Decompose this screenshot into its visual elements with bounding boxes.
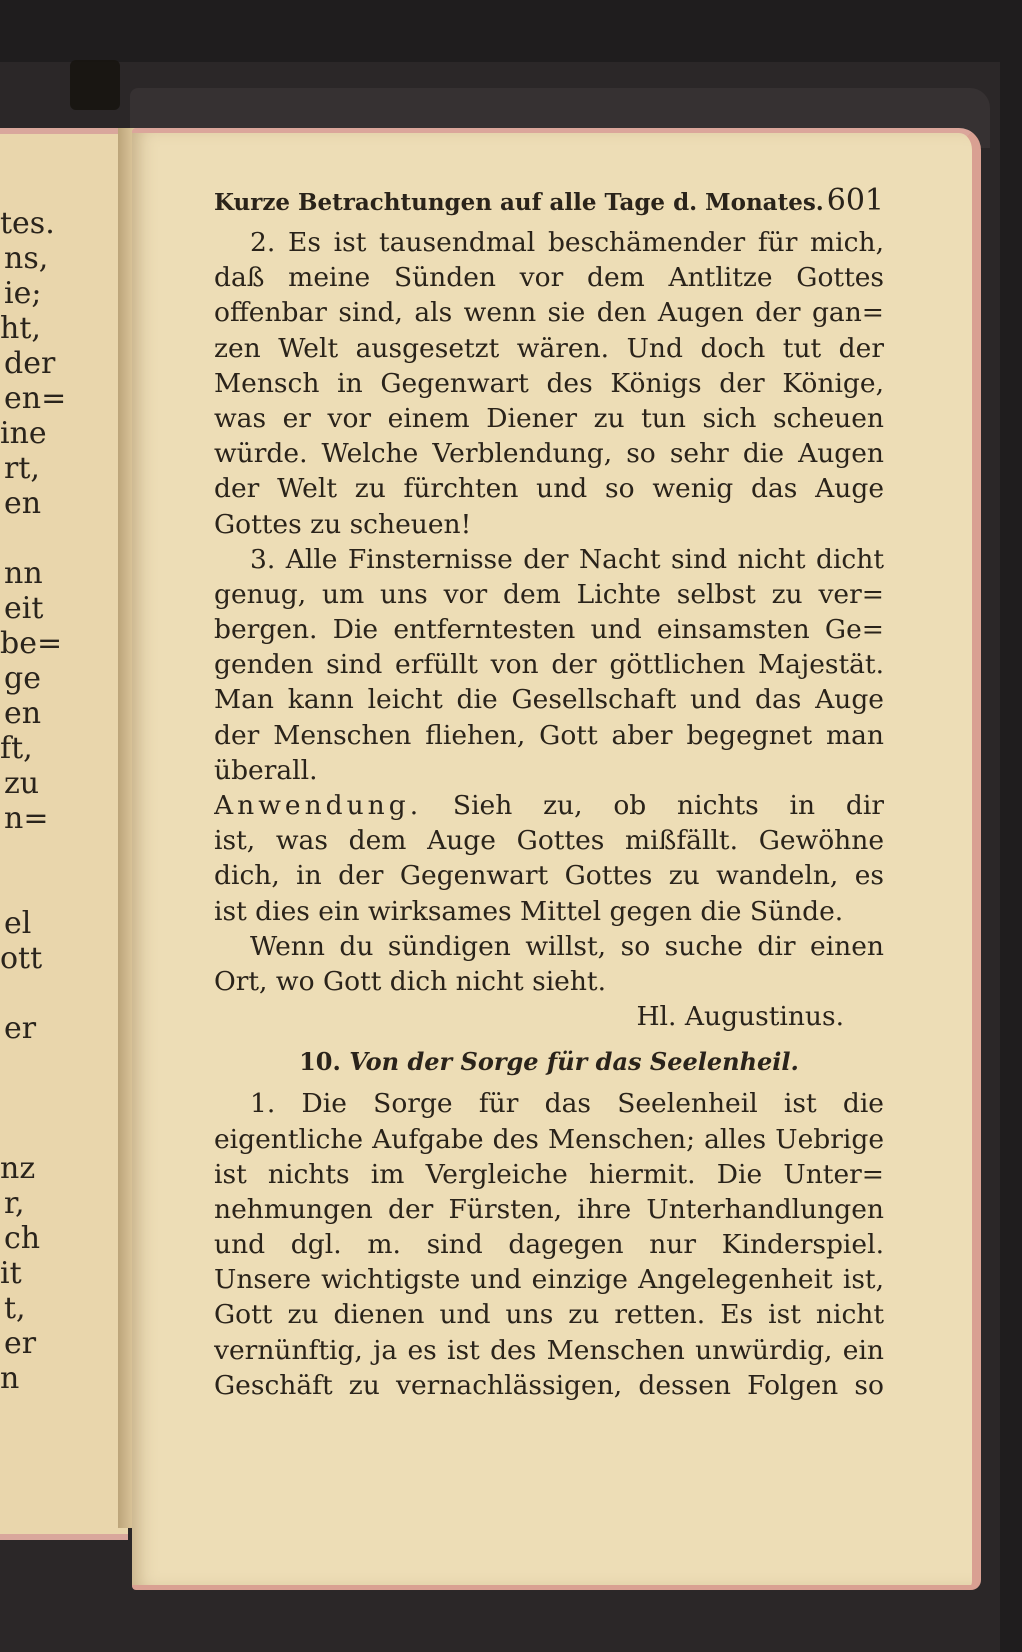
left-page-fragment: en — [4, 486, 42, 521]
text-line: würde. Welche Verblendung, so sehr die Augen — [214, 438, 884, 470]
text-line: zen Welt ausgesetzt wären. Und doch tut der — [214, 332, 884, 364]
left-page-fragment: el — [4, 906, 32, 941]
application-first-line-text: Sieh zu, ob nichts in dir — [452, 790, 884, 821]
left-page-fragment: ch — [4, 1221, 41, 1256]
text-line: und dgl. m. sind dagegen nur Kinderspiel. — [214, 1229, 884, 1261]
text-line: Gott zu dienen und uns zu retten. Es ist nicht — [214, 1299, 884, 1331]
text-line: dich, in der Gegenwart Gottes zu wandeln, es — [214, 860, 884, 892]
left-page-fragment: it — [0, 1256, 22, 1291]
section-number: 10. — [299, 1047, 341, 1077]
left-page-fragment: der — [4, 346, 56, 381]
running-head-title: Kurze Betrachtungen auf alle Tage d. Monates. — [214, 189, 824, 216]
left-page-fragment: er — [4, 1011, 37, 1046]
left-page-fragment: nn — [4, 556, 43, 591]
application-first-line — [214, 788, 884, 823]
left-page-fragment: rt, — [4, 451, 40, 486]
left-page-fragment: tes. — [0, 206, 55, 241]
application-paragraph — [214, 823, 884, 999]
bookmark-ribbon — [70, 60, 120, 110]
text-line: ist, was dem Auge Gottes mißfällt. Gewöhne — [214, 825, 884, 857]
left-page-fragment: ge — [4, 661, 41, 696]
text-line: Unsere wichtigste und einzige Angelegenheit ist, — [214, 1264, 884, 1296]
text-line: genden sind erfüllt von der göttlichen Majestät. — [214, 649, 884, 681]
text-line: ist nichts im Vergleiche hiermit. Die Unter= — [214, 1158, 884, 1190]
left-page-fragment: ft, — [0, 731, 33, 766]
section-paragraph — [214, 1086, 884, 1403]
text-line: der Menschen fliehen, Gott aber begegnet man — [214, 719, 884, 751]
application-label: Anwendung. — [214, 790, 423, 821]
text-line: was er vor einem Diener zu tun sich scheuen — [214, 402, 884, 434]
meditation-paragraphs — [214, 225, 884, 788]
left-page-fragment: ine — [0, 416, 47, 451]
left-page-fragment: ns, — [4, 241, 49, 276]
text-line: überall. — [214, 754, 318, 786]
left-page-fragment: ott — [0, 941, 43, 976]
text-line: der Welt zu fürchten und so wenig das Auge — [214, 473, 884, 505]
section-title-text: Von der Sorge für das Seelenheil. — [349, 1047, 799, 1077]
text-line: vernünftig, ja es ist des Menschen unwürdig, ein — [214, 1334, 884, 1366]
left-page-fragment: t, — [4, 1291, 26, 1326]
text-line: 3. Alle Finsternisse der Nacht sind nicht dicht — [250, 543, 884, 575]
section-heading — [214, 1034, 884, 1086]
text-line: 1. Die Sorge für das Seelenheil ist die — [250, 1088, 884, 1120]
text-line: Wenn du sündigen willst, so suche dir einen — [250, 930, 884, 962]
left-page-fragment: be= — [0, 626, 63, 661]
text-line: Man kann leicht die Gesellschaft und das Auge — [214, 684, 884, 716]
text-line: Ort, wo Gott dich nicht sieht. — [214, 965, 606, 997]
text-line: daß meine Sünden vor dem Antlitze Gottes — [214, 262, 884, 294]
text-line: bergen. Die entferntesten und einsamsten Ge= — [214, 614, 884, 646]
text-line: Mensch in Gegenwart des Königs der Könige, — [214, 367, 884, 399]
page-number: 601 — [826, 183, 884, 218]
left-page-fragment: eit — [4, 591, 44, 626]
left-page-fragment: ie; — [4, 276, 42, 311]
text-line: Geschäft zu vernachlässigen, dessen Folgen so — [214, 1369, 884, 1401]
text-line: ist dies ein wirksames Mittel gegen die Sünde. — [214, 895, 844, 927]
right-page — [132, 128, 981, 1590]
left-page-fragment: ht, — [0, 311, 41, 346]
attribution: Hl. Augustinus. — [636, 1001, 844, 1033]
text-line: offenbar sind, als wenn sie den Augen der gan= — [214, 297, 884, 329]
left-page-fragment: n= — [4, 801, 49, 836]
running-header — [214, 183, 884, 225]
text-line: genug, um uns vor dem Lichte selbst zu ver= — [214, 578, 884, 610]
page-text-block — [214, 183, 884, 1403]
left-page-fragment: nz — [0, 1151, 36, 1186]
text-line: eigentliche Aufgabe des Menschen; alles Uebrige — [214, 1123, 884, 1155]
left-page-fragment: zu — [4, 766, 40, 801]
left-page-fragment: en — [4, 696, 42, 731]
left-page-fragment: er — [4, 1326, 37, 1361]
left-page-fragment: n — [0, 1361, 20, 1396]
left-page-fragment: en= — [4, 381, 67, 416]
text-line: 2. Es ist tausendmal beschämender für mich, — [250, 227, 884, 258]
left-page-fragment: r, — [4, 1186, 25, 1221]
left-page — [0, 128, 128, 1540]
text-line: Gottes zu scheuen! — [214, 508, 472, 540]
text-line: nehmungen der Fürsten, ihre Unterhandlungen — [214, 1193, 884, 1225]
